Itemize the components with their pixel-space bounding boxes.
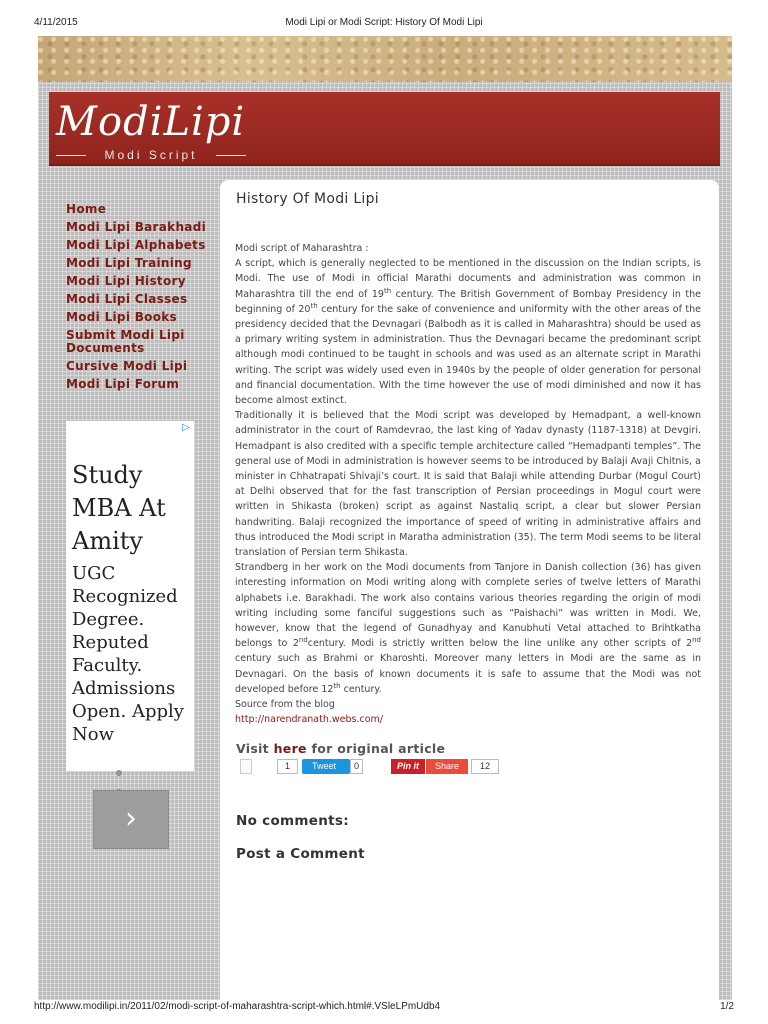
facebook-count: 1 [277, 759, 298, 774]
nav-training[interactable]: Modi Lipi Training [66, 256, 192, 270]
text-run: Strandberg in her work on the Modi documents from Tanjore in Danish collection (36) has given interesting information on Modi writing along with complete series of twelve letters of Marathi alphabets i.e. Barakhadi. The work also contains various theories regarding the origin of modi writing including some fanciful suggestions such as “Paishachi” was written in Modi. We, however, know that the legend of Gunadhyay and Kanubhuti Vetal attached to Brihtkatha belongs to 2 [235, 562, 701, 650]
print-title: Modi Lipi or Modi Script: History Of Modi Lipi [285, 17, 483, 28]
nav-submit-documents[interactable]: Submit Modi Lipi Documents [66, 328, 185, 355]
print-header [0, 0, 768, 34]
nav-books[interactable]: Modi Lipi Books [66, 310, 177, 324]
share-count: 12 [471, 759, 499, 774]
chevron-right-icon[interactable]: › [93, 790, 169, 849]
sidebar-nav [66, 203, 216, 396]
nav-classes[interactable]: Modi Lipi Classes [66, 292, 188, 306]
text-run: century. Modi is strictly written below the line unlike any other scripts of 2 [307, 638, 693, 650]
post-paragraph-1 [235, 256, 701, 408]
text-run: century for the sake of convenience and uniformity with the other areas of the presidency decided that the Devnagari (Balbodh as it is called in Maharashtra) should be used as a primary writing system in administration. Thus the Devnagari became the predominant script although modi continued to be taught in schools and was used as an alternate script in Marathi writing. The script was widely used even in 1940s by the people of older generation for personal and financial documentation. With the time however the use of modi diminished and now it has become almost extinct. [235, 303, 702, 407]
nav-home[interactable]: Home [66, 202, 107, 216]
ad-text[interactable] [72, 459, 194, 746]
nav-forum[interactable]: Modi Lipi Forum [66, 377, 180, 391]
text-run: century. [340, 683, 382, 695]
post-paragraph-3 [235, 560, 701, 697]
source-link[interactable]: http://narendranath.webs.com/ [235, 714, 383, 726]
superscript: nd [298, 636, 308, 645]
share-row [236, 759, 506, 775]
pinterest-button[interactable]: Pin it [391, 759, 425, 774]
decorative-banner [38, 36, 732, 82]
nav-barakhadi[interactable]: Modi Lipi Barakhadi [66, 220, 206, 234]
facebook-like-button[interactable] [240, 759, 252, 774]
post-intro: Modi script of Maharashtra : [235, 243, 369, 254]
superscript: th [383, 286, 392, 295]
ad-body[interactable]: UGC Recognized Degree. Reputed Faculty. Admissions Open. Apply Now [72, 563, 184, 745]
site-logo[interactable]: ModiLipi [56, 99, 246, 145]
superscript: th [310, 301, 318, 310]
superscript: th [333, 681, 341, 690]
text-run: century. The British Government of Bombay Presidency in the beginning of 20 [235, 288, 701, 315]
share-button[interactable]: Share [426, 759, 468, 774]
print-url: http://www.modilipi.in/2011/02/modi-script-of-maharashtra-script-which.html#.VSleLPmUdb4 [34, 1001, 441, 1012]
post-body [235, 241, 701, 728]
text-run: A script, which is generally neglected to be mentioned in the discussion on the Indian scripts, is Modi. The use of Modi in official Marathi documents and administration was common in Maharashtra till the end of 19 [235, 258, 701, 300]
post-title: History Of Modi Lipi [236, 191, 379, 207]
tweet-count: 0 [350, 759, 363, 774]
nav-cursive[interactable]: Cursive Modi Lipi [66, 359, 188, 373]
text-run: century such as Brahmi or Kharoshti. Moreover many letters in Modi are the same as in Devnagari. On the basis of known documents it is safe to assume that the Modi was not developed before 12 [235, 653, 701, 695]
print-footer [0, 1000, 768, 1024]
tweet-button[interactable]: Tweet [302, 759, 350, 774]
print-date: 4/11/2015 [34, 17, 78, 28]
post-source: Source from the blog [235, 699, 335, 711]
sidebar-ad[interactable] [66, 421, 194, 771]
site-tagline [56, 147, 246, 163]
ad-headline[interactable]: Study MBA At Amity [72, 461, 166, 555]
print-page-number: 1/2 [720, 1001, 734, 1012]
post-paragraph-2: Traditionally it is believed that the Modi script was developed by Hemadpant, a well-known administrator in the court of Ramdevrao, the last king of Yadav dynasty (1187-1318) at Devgiri. Hemadpant is also credited with a specific temple architecture called “Hemadpanti temples”. The general use of Modi in administration is however seems to be introduced by Balaji Avaji Chitnis, a minister in Chhatrapati Shivaji’s court. It is said that Balaji while attending Durbar (Mogul Court) at Delhi observed that for the fast transcription of Persian proceedings in Mogul court were written in Shikasta (broken) script as against Nastaliq script, a clear but slower Persian handwriting. Balaji recognized the importance of speed of writing in administrative affairs and thus introduced the Modi script in Maratha administration (35). The term Modi seems to be literal translation of Persian term Shikasta. [235, 410, 701, 559]
tagline-rule-right [216, 155, 246, 156]
visit-line [236, 741, 445, 756]
nav-alphabets[interactable]: Modi Lipi Alphabets [66, 238, 206, 252]
adchoices-icon[interactable]: ▷ [182, 422, 190, 433]
visit-text: Visit [236, 741, 274, 756]
no-comments-heading: No comments: [236, 813, 349, 829]
post-comment-heading: Post a Comment [236, 846, 365, 862]
tagline-rule-left [56, 155, 86, 156]
superscript: nd [692, 636, 702, 645]
visit-text: for original article [306, 741, 446, 756]
nav-history[interactable]: Modi Lipi History [66, 274, 186, 288]
ad-pager-dot-1[interactable] [116, 770, 122, 776]
tagline-text: Modi Script [104, 148, 198, 162]
visit-here-link[interactable]: here [273, 741, 307, 756]
